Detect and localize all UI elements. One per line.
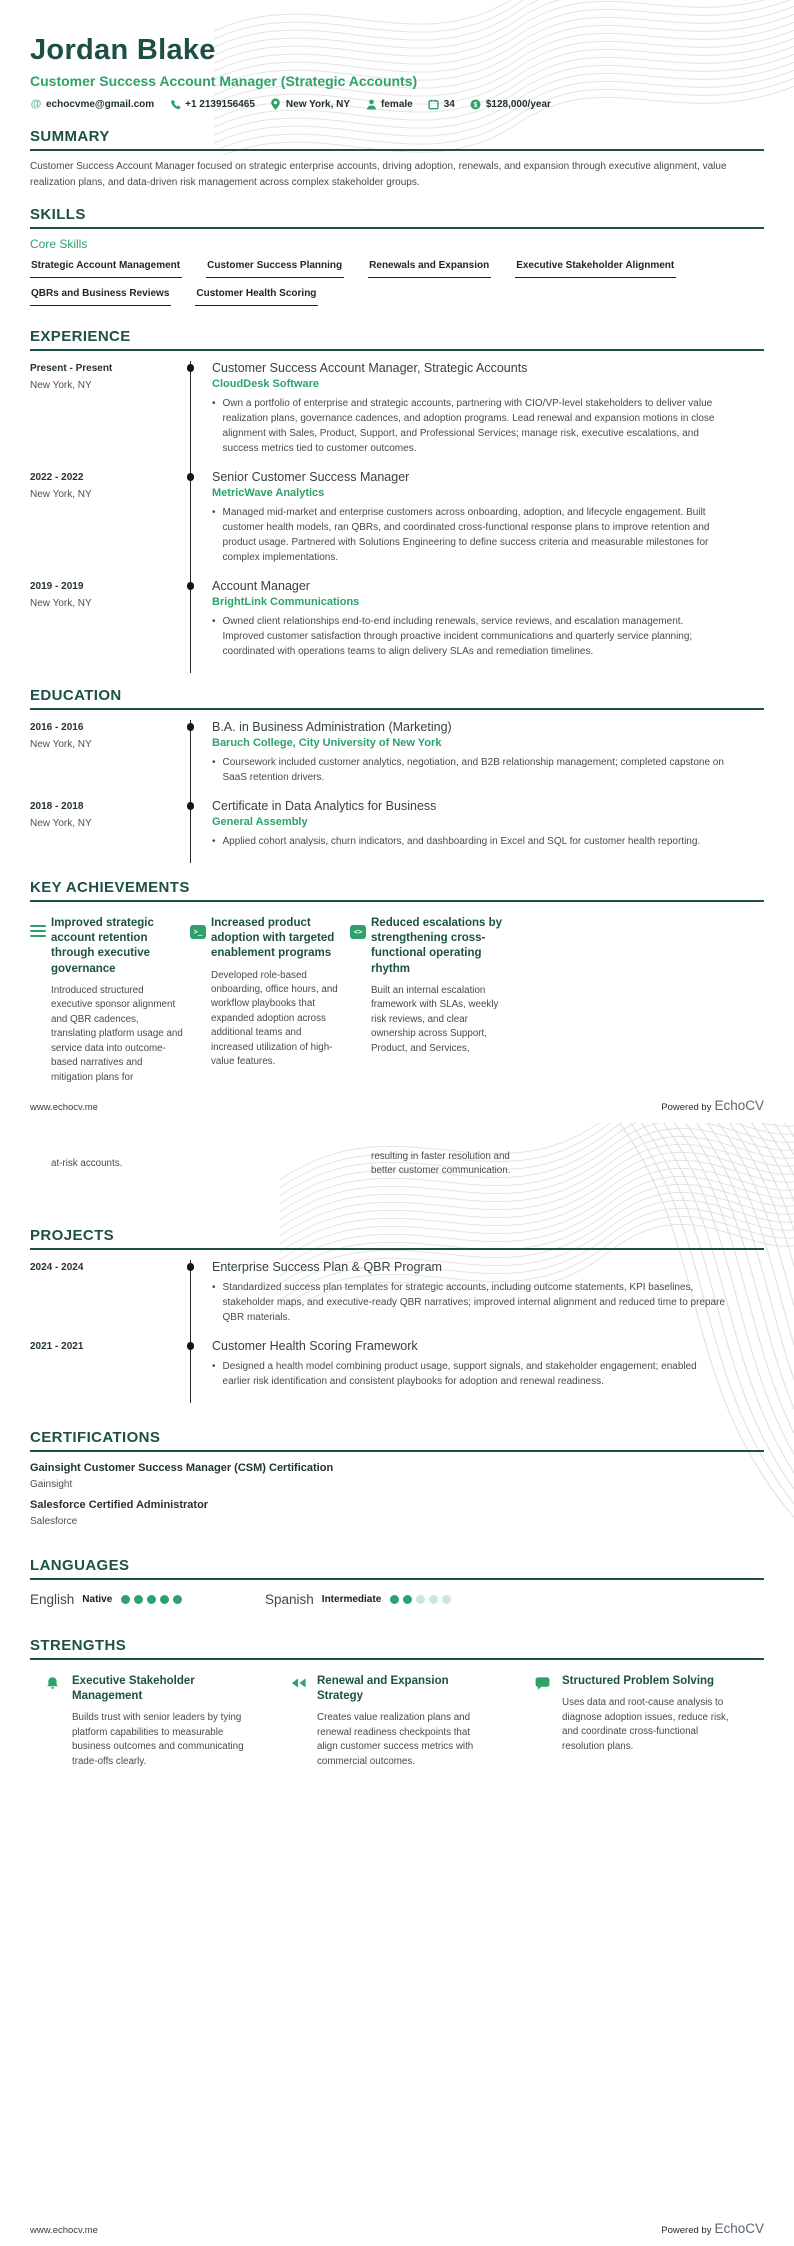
certification-item (30, 1499, 764, 1527)
footer-powered-by (661, 1098, 764, 1113)
education-entry (30, 799, 764, 863)
experience-entry (30, 579, 764, 673)
strength-body: Builds trust with senior leaders by tying platform capabilities to measurable business outcomes and communicating trade-offs clearly. (72, 1712, 244, 1767)
entry-bullet: • Own a portfolio of enterprise and strategic accounts, partnering with CIO/VP-level stakeholders to deliver value realization plans, governance cadences, and adoption programs. Lead renewal and expansion motions in close alignment with Sales, Product, Support, and Professional Services; manage risk, executive escalations, and success metrics tied to customer outcomes. (222, 398, 715, 454)
summary-section (30, 128, 764, 190)
timeline (190, 1339, 212, 1403)
contact-email-text: echocvme@gmail.com (46, 98, 155, 110)
experience-entry (30, 470, 764, 579)
timeline-dot-icon (187, 1342, 195, 1350)
entry-bullet: • Standardized success plan templates for strategic accounts, including outcome statements, KPI baselines, stakeholder maps, and executive-ready QBR narratives; improved internal alignment and reduced time to prepare QBR materials. (222, 1282, 726, 1323)
skill-item: Customer Success Planning (206, 260, 344, 278)
timeline-dot-icon (187, 802, 195, 810)
timeline-dot-icon (187, 582, 195, 590)
skill-item: Customer Health Scoring (195, 288, 318, 306)
achievement-body-continued: resulting in faster resolution and better customer communication. (371, 1151, 511, 1177)
entry-title: Customer Success Account Manager, Strategic Accounts (212, 361, 528, 375)
strength-body: Uses data and root-cause analysis to diagnose adoption issues, reduce risk, and coordinate cross-functional resolution plans. (562, 1697, 729, 1752)
achievement-item (350, 916, 510, 1085)
experience-section (30, 328, 764, 673)
entry-dates: 2018 - 2018 (30, 801, 84, 812)
entry-company: CloudDesk Software (212, 378, 319, 390)
entry-school: General Assembly (212, 816, 308, 828)
entry-location: New York, NY (30, 598, 92, 609)
entry-bullet: • Designed a health model combining product usage, support signals, and stakeholder engagement; enabled earlier risk identification and consistent playbooks for adoption and renewal readiness. (222, 1361, 697, 1387)
achievement-body: Developed role-based onboarding, office hours, and workflow playbooks that expanded adoption across additional teams and increased utilization of high-value features. (211, 969, 338, 1068)
footer-powered-text: Powered by (661, 2225, 712, 2236)
entry-company: BrightLink Communications (212, 596, 360, 608)
skills-section (30, 206, 764, 306)
contact-salary-text: $128,000/year (485, 98, 551, 110)
svg-text:$: $ (473, 101, 478, 109)
entry-dates: 2019 - 2019 (30, 581, 84, 592)
page-footer (30, 2221, 764, 2236)
strength-title: Executive Stakeholder Management (72, 1675, 195, 1703)
strength-item (30, 1674, 275, 1769)
timeline-dot-icon (187, 723, 195, 731)
page-footer (30, 1098, 764, 1113)
achievement-title: Reduced escalations by strengthening cross-functional operating rhythm (371, 917, 503, 975)
language-proficiency-dots (121, 1595, 182, 1604)
entry-company: MetricWave Analytics (212, 487, 325, 499)
certification-name: Gainsight Customer Success Manager (CSM) Certification (30, 1462, 334, 1474)
strength-body: Creates value realization plans and renewal readiness checkpoints that align customer success metrics with commercial outcomes. (317, 1712, 474, 1767)
entry-title: Enterprise Success Plan & QBR Program (212, 1260, 442, 1274)
experience-heading: EXPERIENCE (30, 328, 764, 351)
skill-item: Renewals and Expansion (368, 260, 491, 278)
footer-powered-by (661, 2221, 764, 2236)
key-achievements-section (30, 879, 764, 1085)
entry-location: New York, NY (30, 818, 92, 829)
project-entry (30, 1260, 764, 1339)
contact-location (270, 98, 350, 110)
achievement-title: Improved strategic account retention through executive governance (51, 917, 154, 975)
strength-title: Renewal and Expansion Strategy (317, 1675, 449, 1703)
timeline-dot-icon (187, 473, 195, 481)
strength-item (520, 1674, 765, 1769)
contact-salary (470, 98, 551, 110)
timeline-dot-icon (187, 1263, 195, 1271)
contact-location-text: New York, NY (285, 98, 351, 110)
entry-bullet: • Managed mid-market and enterprise customers across onboarding, adoption, and lifecycle engagement. Built customer health models, ran QBRs, and coordinated cross-functional response plans to improve retention and product usage. Partnered with Solutions Engineering to define success criteria and measurable milestones for complex implementations. (222, 507, 710, 563)
entry-bullet: • Applied cohort analysis, churn indicators, and dashboarding in Excel and SQL for customer health reporting. (222, 836, 701, 847)
language-item (265, 1592, 500, 1607)
timeline (190, 1260, 212, 1339)
rewind-icon (290, 1674, 317, 1769)
terminal-icon: >_ (190, 916, 211, 1085)
skill-item: Executive Stakeholder Alignment (515, 260, 676, 278)
language-level: Native (82, 1594, 113, 1605)
resume-page-2 (0, 1123, 794, 2246)
achievement-title: Increased product adoption with targeted enablement programs (211, 917, 335, 960)
contact-age (428, 98, 455, 110)
certification-name: Salesforce Certified Administrator (30, 1499, 209, 1511)
entry-school: Baruch College, City University of New York (212, 737, 442, 749)
skill-item: QBRs and Business Reviews (30, 288, 171, 306)
certifications-heading: CERTIFICATIONS (30, 1429, 764, 1452)
key-achievements-heading: KEY ACHIEVEMENTS (30, 879, 764, 902)
achievement-body: Built an internal escalation framework with SLAs, weekly risk reviews, and clear ownership across Support, Product, and Services, (371, 984, 499, 1054)
contact-gender (365, 98, 413, 110)
projects-section (30, 1227, 764, 1403)
money-icon (470, 98, 482, 110)
strengths-section (30, 1637, 764, 1769)
phone-icon (169, 98, 181, 110)
languages-section (30, 1557, 764, 1607)
header (30, 0, 764, 110)
menu-icon (30, 916, 51, 1085)
footer-brand: EchoCV (714, 2221, 764, 2236)
language-name: English (30, 1592, 75, 1607)
timeline (190, 470, 212, 579)
code-icon: <> (350, 916, 371, 1085)
language-name: Spanish (265, 1592, 314, 1607)
footer-brand: EchoCV (714, 1098, 764, 1113)
chat-icon (535, 1674, 562, 1769)
strength-item (275, 1674, 520, 1769)
entry-location: New York, NY (30, 380, 92, 391)
entry-title: B.A. in Business Administration (Marketing) (212, 720, 452, 734)
entry-location: New York, NY (30, 489, 92, 500)
skill-item: Strategic Account Management (30, 260, 182, 278)
projects-heading: PROJECTS (30, 1227, 764, 1250)
certifications-section (30, 1429, 764, 1527)
education-section (30, 687, 764, 863)
project-entry (30, 1339, 764, 1403)
footer-powered-text: Powered by (661, 1102, 712, 1113)
person-icon (365, 98, 377, 110)
location-icon (270, 98, 282, 110)
skills-heading: SKILLS (30, 206, 764, 229)
entry-title: Certificate in Data Analytics for Business (212, 799, 437, 813)
entry-dates: Present - Present (30, 363, 113, 374)
candidate-name: Jordan Blake (30, 34, 216, 66)
summary-text: Customer Success Account Manager focused on strategic enterprise accounts, driving adoption, renewals, and expansion through executive alignment, value realization plans, and data-driven risk management across complex stakeholder groups. (30, 161, 727, 188)
entry-dates: 2022 - 2022 (30, 472, 84, 483)
languages-heading: LANGUAGES (30, 1557, 764, 1580)
entry-bullet: • Coursework included customer analytics, negotiation, and B2B relationship management; completed capstone on SaaS retention drivers. (222, 757, 724, 783)
timeline (190, 799, 212, 863)
entry-dates: 2021 - 2021 (30, 1341, 84, 1352)
experience-entry (30, 361, 764, 470)
contact-phone (169, 98, 255, 110)
entry-title: Customer Health Scoring Framework (212, 1339, 418, 1353)
email-icon: @ (30, 98, 42, 110)
candidate-job-title: Customer Success Account Manager (Strategic Accounts) (30, 73, 418, 89)
timeline (190, 579, 212, 673)
education-heading: EDUCATION (30, 687, 764, 710)
timeline-dot-icon (187, 364, 195, 372)
strength-title: Structured Problem Solving (562, 1675, 715, 1687)
contact-gender-text: female (381, 98, 413, 110)
contact-row (30, 98, 764, 110)
skills-list (30, 260, 730, 306)
certification-issuer: Gainsight (30, 1479, 73, 1490)
strengths-heading: STRENGTHS (30, 1637, 764, 1660)
language-proficiency-dots (390, 1595, 451, 1604)
achievement-item (30, 916, 190, 1085)
achievement-body: Introduced structured executive sponsor alignment and QBR cadences, translating platform usage and service data into outcome-based narratives and mitigation plans for (51, 984, 183, 1083)
footer-site-url: www.echocv.me (30, 2225, 98, 2236)
entry-location: New York, NY (30, 739, 92, 750)
language-level: Intermediate (321, 1594, 382, 1605)
timeline (190, 720, 212, 799)
entry-bullet: • Owned client relationships end-to-end including renewals, service reviews, and escalation management. Improved customer satisfaction through proactive incident communications and quarterly service planning; coordinated with operations teams to align delivery SLAs and remediation timelines. (222, 616, 693, 657)
certification-item (30, 1462, 764, 1490)
summary-heading: SUMMARY (30, 128, 764, 151)
entry-dates: 2024 - 2024 (30, 1262, 84, 1273)
entry-dates: 2016 - 2016 (30, 722, 84, 733)
education-entry (30, 720, 764, 799)
language-item (30, 1592, 265, 1607)
certification-issuer: Salesforce (30, 1516, 78, 1527)
contact-age-text: 34 (443, 98, 455, 110)
timeline (190, 361, 212, 470)
footer-site-url: www.echocv.me (30, 1102, 98, 1113)
entry-title: Account Manager (212, 579, 310, 593)
contact-email (30, 98, 154, 110)
calendar-icon (428, 98, 440, 110)
contact-phone-text: +1 2139156465 (185, 98, 255, 110)
achievement-body-continued: at-risk accounts. (51, 1158, 123, 1169)
bell-icon (45, 1674, 72, 1769)
achievement-item (190, 916, 350, 1085)
entry-title: Senior Customer Success Manager (212, 470, 410, 484)
skills-group-label: Core Skills (30, 237, 88, 251)
